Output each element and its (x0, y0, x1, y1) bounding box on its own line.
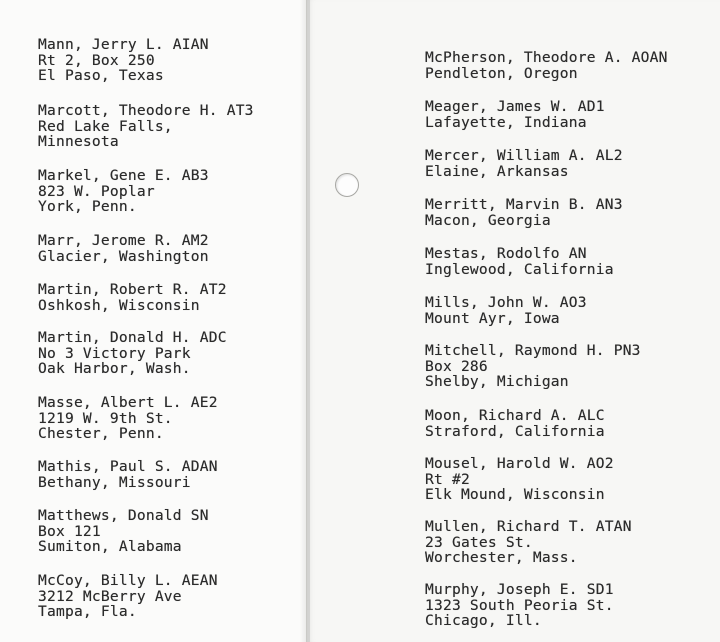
roster-entry (38, 508, 209, 555)
roster-entry (425, 148, 623, 179)
entry-name-rating: McPherson, Theodore A. AOAN (425, 49, 668, 66)
entry-name-rating: Mestas, Rodolfo AN (425, 245, 587, 262)
entry-city: Glacier, Washington (38, 247, 209, 265)
roster-entry (38, 282, 227, 313)
entry-address: No 3 Victory Park (38, 344, 191, 362)
entry-name-rating: Mann, Jerry L. AIAN (38, 36, 209, 53)
entry-name-rating: Mullen, Richard T. ATAN (425, 518, 632, 535)
entry-name-rating: Mitchell, Raymond H. PN3 (425, 342, 641, 359)
entry-city: Tampa, Fla. (38, 603, 137, 620)
binder-hole (335, 173, 359, 197)
entry-city: Inglewood, California (425, 260, 614, 278)
page-gutter-shadow (300, 0, 310, 642)
entry-city: Macon, Georgia (425, 211, 551, 229)
entry-name-rating: Meager, James W. AD1 (425, 98, 605, 115)
entry-city: Chester, Penn. (38, 425, 164, 442)
roster-entry (38, 459, 218, 490)
entry-name-rating: Mousel, Harold W. AO2 (425, 455, 614, 472)
roster-entry (425, 519, 632, 566)
roster-entry (425, 582, 614, 629)
roster-entry (38, 395, 218, 442)
roster-entry (425, 343, 641, 390)
roster-entry (425, 197, 623, 228)
entry-name-rating: Mathis, Paul S. ADAN (38, 458, 218, 475)
entry-address: Red Lake Falls, (38, 117, 173, 135)
entry-city: Oak Harbor, Wash. (38, 360, 191, 377)
roster-entry (38, 37, 209, 84)
entry-city: Pendleton, Oregon (425, 64, 578, 82)
entry-address: 1323 South Peoria St. (425, 596, 614, 614)
roster-entry (38, 233, 209, 264)
entry-city: Worchester, Mass. (425, 549, 578, 566)
entry-city: Lafayette, Indiana (425, 113, 587, 131)
entry-name-rating: Martin, Donald H. ADC (38, 329, 227, 346)
entry-name-rating: Moon, Richard A. ALC (425, 407, 605, 424)
entry-address: Rt #2 (425, 470, 470, 488)
roster-entry (38, 168, 209, 215)
entry-name-rating: Masse, Albert L. AE2 (38, 394, 218, 411)
entry-city: Sumiton, Alabama (38, 538, 182, 555)
entry-city: Bethany, Missouri (38, 473, 191, 491)
entry-name-rating: Mercer, William A. AL2 (425, 147, 623, 164)
entry-city: York, Penn. (38, 198, 137, 215)
roster-entry (38, 330, 227, 377)
roster-entry (38, 573, 218, 620)
entry-address: Rt 2, Box 250 (38, 51, 155, 69)
entry-name-rating: Mills, John W. AO3 (425, 294, 587, 311)
entry-city: Elaine, Arkansas (425, 162, 569, 180)
roster-entry (425, 246, 614, 277)
entry-city: Elk Mound, Wisconsin (425, 486, 605, 503)
entry-address: Box 121 (38, 522, 101, 540)
entry-city: Mount Ayr, Iowa (425, 309, 560, 327)
entry-address: 823 W. Poplar (38, 182, 155, 200)
roster-entry (425, 456, 614, 503)
entry-address: 3212 McBerry Ave (38, 587, 182, 605)
roster-entry (425, 99, 605, 130)
entry-name-rating: Markel, Gene E. AB3 (38, 167, 209, 184)
entry-name-rating: Marr, Jerome R. AM2 (38, 232, 209, 249)
entry-address: 1219 W. 9th St. (38, 409, 173, 427)
entry-name-rating: Martin, Robert R. AT2 (38, 281, 227, 298)
entry-address: Box 286 (425, 357, 488, 375)
entry-city: Chicago, Ill. (425, 612, 542, 629)
roster-entry (38, 103, 254, 150)
roster-entry (425, 50, 668, 81)
entry-name-rating: Matthews, Donald SN (38, 507, 209, 524)
entry-name-rating: McCoy, Billy L. AEAN (38, 572, 218, 589)
entry-city: Oshkosh, Wisconsin (38, 296, 200, 314)
entry-name-rating: Marcott, Theodore H. AT3 (38, 102, 254, 119)
entry-name-rating: Murphy, Joseph E. SD1 (425, 581, 614, 598)
entry-city: Straford, California (425, 422, 605, 440)
entry-city: Minnesota (38, 133, 119, 150)
entry-city: El Paso, Texas (38, 67, 164, 84)
roster-entry (425, 408, 605, 439)
entry-address: 23 Gates St. (425, 533, 533, 551)
entry-city: Shelby, Michigan (425, 373, 569, 390)
entry-name-rating: Merritt, Marvin B. AN3 (425, 196, 623, 213)
roster-entry (425, 295, 587, 326)
